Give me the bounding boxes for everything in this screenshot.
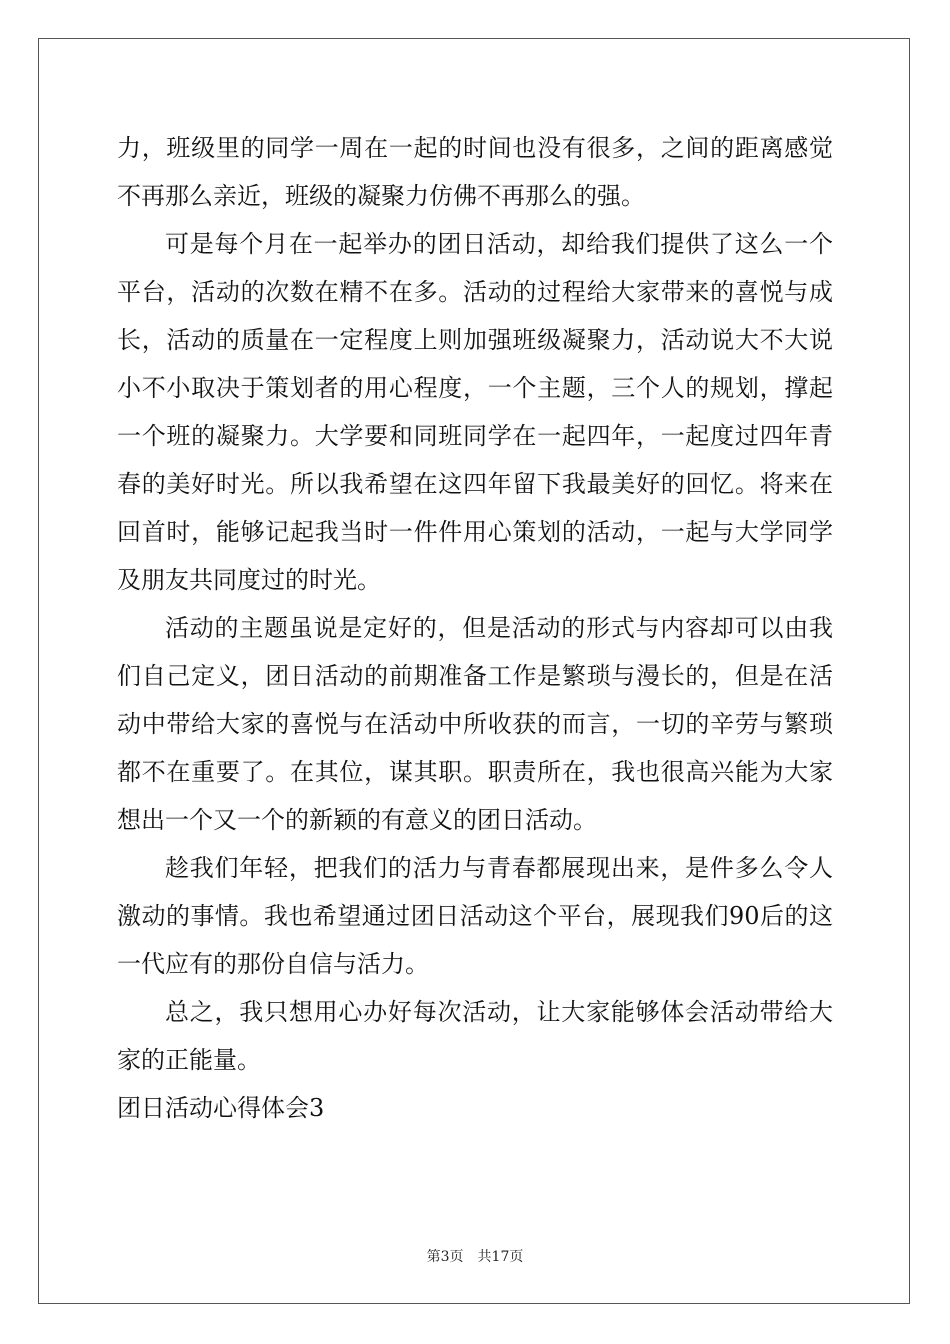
paragraph: 总之，我只想用心办好每次活动，让大家能够体会活动带给大家的正能量。	[117, 998, 833, 1074]
page-footer	[0, 1246, 950, 1266]
paragraph: 可是每个月在一起举办的团日活动，却给我们提供了这么一个平台，活动的次数在精不在多。活动的过程给大家带来的喜悦与成长，活动的质量在一定程度上则加强班级凝聚力，活动说大不大说小不小取决于策划者的用心程度，一个主题，三个人的规划，撑起一个班的凝聚力。大学要和同班同学在一起四年，一起度过四年青春的美好时光。所以我希望在这四年留下我最美好的回忆。将来在回首时，能够记起我当时一件件用心策划的活动，一起与大学同学及朋友共同度过的时光。	[117, 230, 833, 594]
paragraph: 活动的主题虽说是定好的，但是活动的形式与内容却可以由我们自己定义，团日活动的前期准备工作是繁琐与漫长的，但是在活动中带给大家的喜悦与在活动中所收获的而言，一切的辛劳与繁琐都不在重要了。在其位，谋其职。职责所在，我也很高兴能为大家想出一个又一个的新颖的有意义的团日活动。	[117, 614, 833, 834]
page-number: 第3页	[426, 1249, 464, 1265]
section-heading: 团日活动心得体会3	[117, 1094, 325, 1122]
page-total: 共17页	[477, 1249, 524, 1265]
paragraph: 趁我们年轻，把我们的活力与青春都展现出来，是件多么令人激动的事情。我也希望通过团日活动这个平台，展现我们90后的这一代应有的那份自信与活力。	[117, 854, 833, 978]
paragraph: 力，班级里的同学一周在一起的时间也没有很多，之间的距离感觉不再那么亲近，班级的凝聚力仿佛不再那么的强。	[117, 134, 833, 210]
document-body	[117, 124, 833, 1132]
